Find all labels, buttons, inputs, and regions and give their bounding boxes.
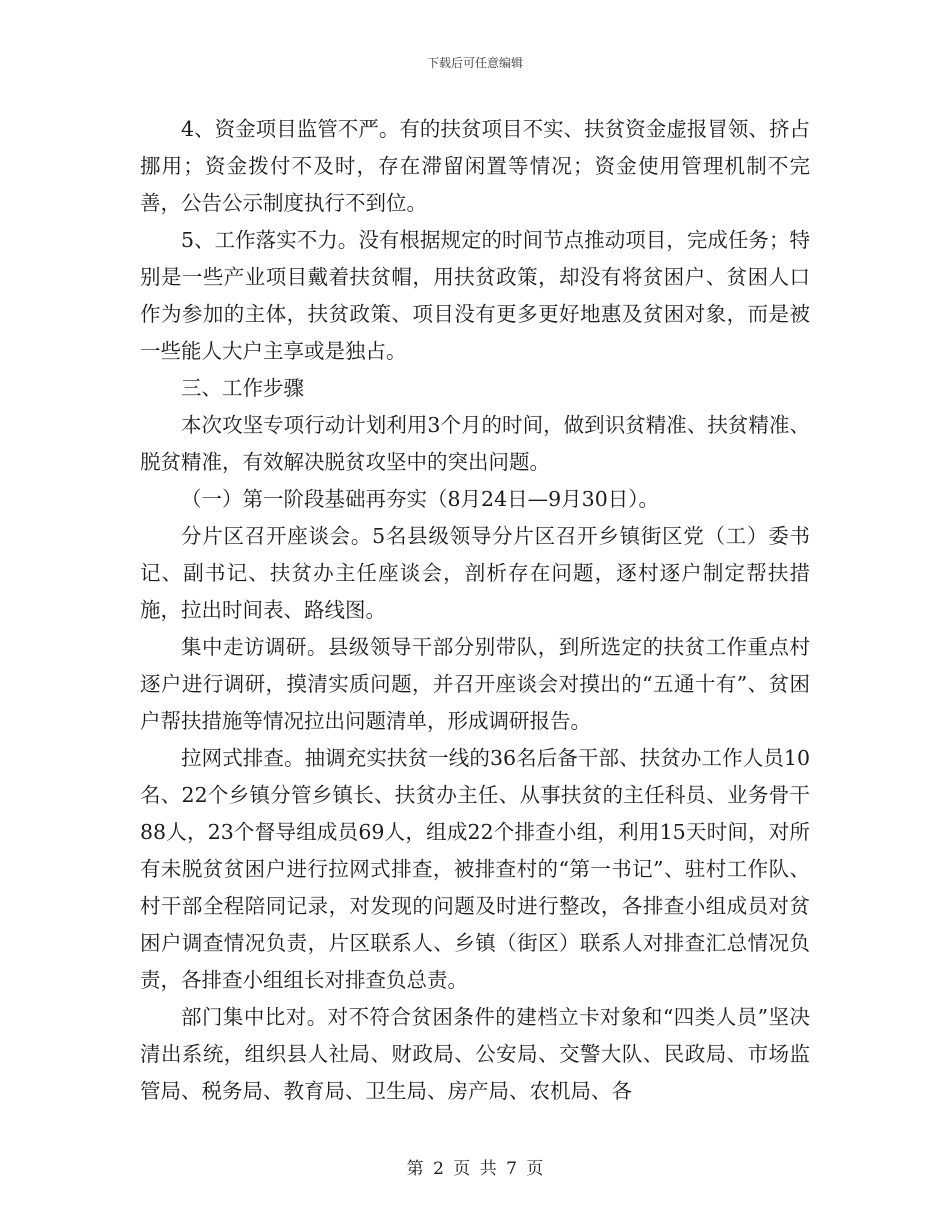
document-body xyxy=(140,111,810,1110)
paragraph-symposium: 分片区召开座谈会。5名县级领导分片区召开乡镇街区党（工）委书记、副书记、扶贫办主任座谈会，剖析存在问题，逐村逐户制定帮扶措施，拉出时间表、路线图。 xyxy=(140,524,810,622)
paragraph-action-plan: 本次攻坚专项行动计划利用3个月的时间，做到识贫精准、扶贫精准、脱贫精准，有效解决脱贫攻坚中的突出问题。 xyxy=(140,413,810,474)
paragraph-department-comparison: 部门集中比对。对不符合贫困条件的建档立卡对象和“四类人员”坚决清出系统，组织县人社局、财政局、公安局、交警大队、民政局、市场监管局、税务局、教育局、卫生局、房产局、农机局、各 xyxy=(140,1005,810,1103)
subheading-phase-one: （一）第一阶段基础再夯实（8月24日—9月30日）。 xyxy=(181,487,660,511)
paragraph-fund-supervision: 4、资金项目监管不严。有的扶贫项目不实、扶贫资金虚报冒领、挤占挪用；资金拨付不及时，存在滞留闲置等情况；资金使用管理机制不完善，公告公示制度执行不到位。 xyxy=(140,117,810,215)
page-header-note: 下载后可任意编辑 xyxy=(426,56,523,70)
paragraph-field-research: 集中走访调研。县级领导干部分别带队，到所选定的扶贫工作重点村逐户进行调研，摸清实质问题，并召开座谈会对摸出的“五通十有”、贫困户帮扶措施等情况拉出问题清单，形成调研报告。 xyxy=(140,635,810,733)
page-number: 第 2 页 共 7 页 xyxy=(406,1159,544,1179)
paragraph-grid-inspection: 拉网式排查。抽调充实扶贫一线的36名后备干部、扶贫办工作人员10名、22个乡镇分管乡镇长、扶贫办主任、从事扶贫的主任科员、业务骨干88人，23个督导组成员69人，组成22个排查小组，利用15天时间，对所有未脱贫贫困户进行拉网式排查，被排查村的“第一书记”、驻村工作队、村干部全程陪同记录，对发现的问题及时进行整改，各排查小组成员对贫困户调查情况负责，片区联系人、乡镇（街区）联系人对排查汇总情况负责，各排查小组组长对排查负总责。 xyxy=(140,746,810,992)
section-heading-work-steps: 三、工作步骤 xyxy=(181,376,304,400)
paragraph-work-implementation: 5、工作落实不力。没有根据规定的时间节点推动项目，完成任务；特别是一些产业项目戴着扶贫帽，用扶贫政策，却没有将贫困户、贫困人口作为参加的主体，扶贫政策、项目没有更多更好地惠及贫困对象，而是被一些能人大户主享或是独占。 xyxy=(140,228,810,363)
